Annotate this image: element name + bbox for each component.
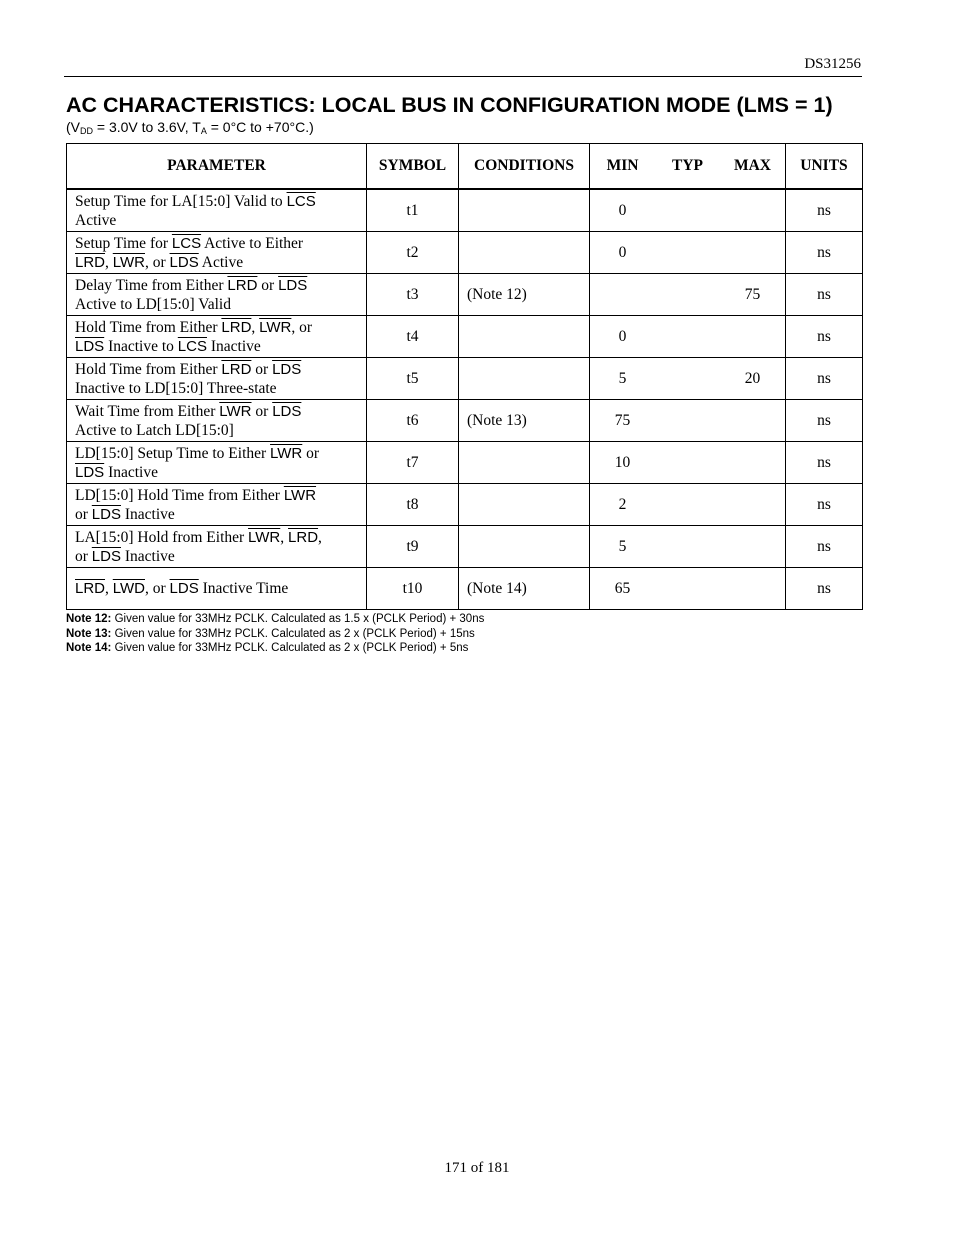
table-row (67, 442, 863, 484)
values-cell (590, 568, 786, 610)
table-row (67, 274, 863, 316)
parameter-text: , (251, 318, 260, 336)
units-cell: ns (786, 442, 863, 484)
min-value: 5 (618, 537, 627, 555)
active-low-signal: $\overline{LDS}$ (91, 547, 121, 565)
note-line (66, 612, 484, 627)
table-row (67, 526, 863, 568)
parameter-text: Delay Time from Either (75, 276, 228, 294)
parameter-cell (67, 484, 367, 526)
min-value: 10 (614, 453, 631, 471)
conditions-cell: (Note 13) (459, 400, 590, 442)
active-low-signal: $\overline{LDS}$ (278, 276, 308, 294)
min-value: 0 (618, 243, 627, 261)
parameter-text: LA[15:0] Hold from Either (75, 528, 249, 546)
active-low-signal: $\overline{LDS}$ (91, 505, 121, 523)
symbol-cell: t2 (367, 232, 459, 274)
max-value (720, 244, 785, 262)
symbol-cell: t3 (367, 274, 459, 316)
values-cell (590, 484, 786, 526)
subtitle-mid: = 3.0V to 3.6V, T (93, 119, 201, 135)
parameter-text: Inactive (120, 547, 175, 565)
table-notes (66, 612, 484, 656)
parameter-cell (67, 232, 367, 274)
units-cell: ns (786, 316, 863, 358)
symbol-cell: t6 (367, 400, 459, 442)
active-low-signal: $\overline{LWR}$ (219, 402, 252, 420)
subtitle-prefix: (V (66, 119, 80, 135)
max-value: 20 (744, 369, 761, 387)
typ-value (655, 286, 720, 304)
table-row (67, 400, 863, 442)
parameter-text: Active (198, 253, 244, 271)
header-conditions: CONDITIONS (459, 144, 590, 190)
values-cell (590, 189, 786, 232)
active-low-signal: $\overline{LWR}$ (270, 444, 303, 462)
parameter-text: or (302, 444, 320, 462)
values-cell (590, 526, 786, 568)
max-value (720, 580, 785, 598)
parameter-text: or (251, 402, 273, 420)
parameter-text: , or (145, 253, 170, 271)
subtitle-suffix: = 0°C to +70°C.) (206, 119, 314, 135)
note-line (66, 627, 484, 642)
parameter-text: Inactive Time (198, 580, 289, 597)
values-cell (590, 232, 786, 274)
active-low-signal: $\overline{LCS}$ (171, 234, 202, 252)
active-low-signal: $\overline{LRD}$ (221, 318, 252, 336)
symbol-cell: t4 (367, 316, 459, 358)
table-header-row (67, 144, 863, 190)
conditions-cell (459, 484, 590, 526)
active-low-signal: $\overline{LDS}$ (272, 402, 302, 420)
parameter-text: Inactive (120, 505, 175, 523)
max-value (720, 412, 785, 430)
note-text: Given value for 33MHz PCLK. Calculated as 2 x (PCLK Period) + 5ns (111, 642, 469, 654)
document-id: DS31256 (804, 56, 861, 72)
ac-characteristics-table (66, 143, 863, 610)
table-row (67, 189, 863, 232)
min-value: 5 (618, 369, 627, 387)
max-value: 75 (744, 285, 761, 303)
symbol-cell: t10 (367, 568, 459, 610)
parameter-text: , or (291, 318, 313, 336)
active-low-signal: $\overline{LDS}$ (272, 360, 302, 378)
values-cell (590, 442, 786, 484)
min-value: 65 (614, 579, 631, 597)
parameter-text: Active to Latch LD[15:0] (75, 421, 234, 439)
conditions-cell (459, 189, 590, 232)
active-low-signal: $\overline{LWR}$ (259, 318, 292, 336)
conditions-cell (459, 442, 590, 484)
units-cell: ns (786, 484, 863, 526)
active-low-signal: $\overline{LDS}$ (169, 253, 199, 271)
parameter-text: Hold Time from Either (75, 360, 222, 378)
active-low-signal: $\overline{LDS}$ (75, 337, 105, 355)
parameter-text: , (280, 528, 289, 546)
typ-value (655, 454, 720, 472)
conditions-cell (459, 316, 590, 358)
parameter-text: or (75, 505, 92, 523)
parameter-text: Active to Either (201, 234, 304, 252)
note-label: Note 12: (66, 613, 112, 625)
header-max: MAX (733, 157, 772, 174)
parameter-text: Hold Time from Either (75, 318, 222, 336)
typ-value (655, 244, 720, 262)
header-units: UNITS (786, 144, 863, 190)
parameter-cell (67, 358, 367, 400)
conditions-cell (459, 232, 590, 274)
typ-value (655, 580, 720, 598)
parameter-text: , (105, 253, 113, 271)
max-value (720, 328, 785, 346)
parameter-text: LD[15:0] Hold Time from Either (75, 486, 284, 504)
table-row (67, 232, 863, 274)
parameter-text: Active (75, 211, 117, 229)
parameter-cell (67, 442, 367, 484)
note-label: Note 14: (66, 642, 112, 654)
units-cell: ns (786, 526, 863, 568)
header-symbol: SYMBOL (367, 144, 459, 190)
note-text: Given value for 33MHz PCLK. Calculated as 2 x (PCLK Period) + 15ns (111, 627, 475, 640)
header-min-typ-max (590, 144, 786, 190)
vdd-subscript: DD (80, 126, 93, 136)
section-title: AC CHARACTERISTICS: LOCAL BUS IN CONFIGURATION MODE (LMS = 1) (66, 93, 833, 117)
typ-value (655, 496, 720, 514)
active-low-signal: $\overline{LWR}$ (112, 253, 145, 271)
parameter-text: Inactive to LD[15:0] Three-state (75, 379, 277, 397)
units-cell: ns (786, 232, 863, 274)
note-label: Note 13: (66, 627, 112, 640)
typ-value (655, 202, 720, 220)
active-low-signal: $\overline{LRD}$ (75, 580, 106, 597)
min-value (590, 286, 655, 304)
values-cell (590, 274, 786, 316)
conditions-cell: (Note 14) (459, 568, 590, 610)
note-line (66, 641, 484, 656)
values-cell (590, 316, 786, 358)
parameter-text: Inactive to (104, 337, 178, 355)
symbol-cell: t8 (367, 484, 459, 526)
page-number: 171 of 181 (444, 1160, 510, 1176)
units-cell: ns (786, 568, 863, 610)
parameter-text: or (257, 276, 279, 294)
parameter-cell (67, 316, 367, 358)
parameter-text: , or (145, 580, 170, 597)
symbol-cell: t1 (367, 189, 459, 232)
parameter-text: Inactive (104, 463, 158, 481)
max-value (720, 496, 785, 514)
active-low-signal: $\overline{LRD}$ (227, 276, 258, 294)
active-low-signal: $\overline{LWD}$ (112, 580, 145, 597)
table-row (67, 358, 863, 400)
active-low-signal: $\overline{LRD}$ (75, 253, 106, 271)
active-low-signal: $\overline{LDS}$ (169, 580, 199, 597)
conditions-cell: (Note 12) (459, 274, 590, 316)
header-parameter: PARAMETER (67, 144, 367, 190)
note-text: Given value for 33MHz PCLK. Calculated as 1.5 x (PCLK Period) + 30ns (111, 613, 485, 625)
typ-value (655, 370, 720, 388)
parameter-cell (67, 568, 367, 610)
parameter-cell (67, 189, 367, 232)
ta-subscript: A (200, 126, 207, 136)
parameter-text: , (318, 528, 322, 546)
parameter-text: Wait Time from Either (75, 402, 220, 420)
units-cell: ns (786, 189, 863, 232)
table-row (67, 568, 863, 610)
parameter-text: Setup Time for LA[15:0] Valid to (75, 192, 287, 210)
max-value (720, 538, 785, 556)
parameter-text: Inactive (206, 337, 261, 355)
units-cell: ns (786, 400, 863, 442)
min-value: 0 (618, 201, 627, 219)
conditions-cell (459, 526, 590, 568)
table-row (67, 484, 863, 526)
table-row (67, 316, 863, 358)
max-value (720, 202, 785, 220)
active-low-signal: $\overline{LWR}$ (283, 486, 317, 504)
parameter-text: , (105, 580, 113, 597)
parameter-cell (67, 400, 367, 442)
values-cell (590, 400, 786, 442)
active-low-signal: $\overline{LCS}$ (286, 192, 316, 210)
active-low-signal: $\overline{LRD}$ (221, 360, 252, 378)
active-low-signal: $\overline{LRD}$ (288, 528, 319, 546)
values-cell (590, 358, 786, 400)
active-low-signal: $\overline{LDS}$ (75, 463, 105, 481)
symbol-cell: t9 (367, 526, 459, 568)
parameter-text: or (75, 547, 92, 565)
typ-value (655, 538, 720, 556)
max-value (720, 454, 785, 472)
units-cell: ns (786, 274, 863, 316)
parameter-text: or (251, 360, 273, 378)
active-low-signal: $\overline{LCS}$ (177, 337, 207, 355)
symbol-cell: t7 (367, 442, 459, 484)
symbol-cell: t5 (367, 358, 459, 400)
parameter-text: Setup Time for (75, 234, 172, 252)
typ-value (655, 328, 720, 346)
operating-conditions (66, 119, 314, 136)
min-value: 75 (614, 411, 631, 429)
parameter-cell (67, 526, 367, 568)
active-low-signal: $\overline{LWR}$ (248, 528, 281, 546)
parameter-text: LD[15:0] Setup Time to Either (75, 444, 271, 462)
header-min: MIN (606, 157, 639, 174)
parameter-text: Active to LD[15:0] Valid (75, 295, 231, 313)
min-value: 0 (618, 327, 627, 345)
min-value: 2 (618, 495, 627, 513)
units-cell: ns (786, 358, 863, 400)
conditions-cell (459, 358, 590, 400)
header-rule (64, 76, 862, 77)
header-typ: TYP (672, 157, 703, 174)
typ-value (655, 412, 720, 430)
parameter-cell (67, 274, 367, 316)
